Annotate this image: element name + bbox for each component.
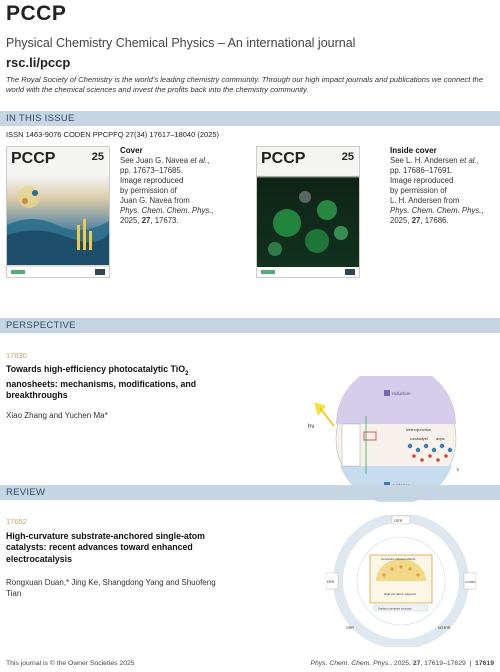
- issue-info: ISSN 1463-9076 CODEN PPCPFQ 27(34) 17617–18040 (2025): [6, 130, 220, 139]
- inside-cover-label: Inside cover: [390, 146, 437, 155]
- cover-label: Cover: [120, 146, 143, 155]
- review-page-number: 17652: [6, 517, 27, 526]
- footer-citation: Phys. Chem. Chem. Phys., 2025, 27, 17619–17629 | 17619: [310, 660, 494, 667]
- svg-text:NO3RR: NO3RR: [438, 626, 451, 630]
- svg-text:hν: hν: [308, 424, 315, 430]
- journal-url[interactable]: rsc.li/pccp: [6, 55, 71, 70]
- inside-cover-volume-number: 25: [341, 151, 354, 163]
- cover-journal-label: PCCP: [11, 150, 56, 167]
- review-article-title[interactable]: High-curvature substrate-anchored single-atom catalysts: recent advances toward enhanced electrocatalysis: [6, 531, 205, 564]
- svg-text:dops: dops: [436, 436, 445, 441]
- inside-cover-artwork: [257, 175, 359, 265]
- journal-title: PCCP: [6, 2, 67, 25]
- svg-text:ORR: ORR: [346, 626, 354, 630]
- svg-text:Curvature-induced effects: Curvature-induced effects: [381, 557, 416, 561]
- perspective-authors: Xiao Zhang and Yuchen Ma*: [6, 411, 108, 420]
- review-bar: [0, 485, 500, 500]
- cover-footer: [7, 267, 109, 277]
- svg-text:Surface curvature structure: Surface curvature structure: [378, 606, 412, 611]
- perspective-heading: PERSPECTIVE: [6, 320, 76, 331]
- journal-subtitle: Physical Chemistry Chemical Physics – An international journal: [6, 36, 356, 50]
- cover-volume-number: 25: [91, 151, 104, 163]
- inside-cover-footer: [257, 267, 359, 277]
- in-this-issue-heading: IN THIS ISSUE: [6, 113, 75, 124]
- inside-cover-description: Inside cover See L. H. Andersen et al., pp. 17686–17691. Image reproduced by permission of L. H. Andersen from Phys. Chem. Chem. Phys., 2025, 27, 17686.: [390, 146, 490, 225]
- perspective-bar: [0, 318, 500, 333]
- svg-text:heterojunction: heterojunction: [406, 427, 432, 432]
- in-this-issue-bar: [0, 111, 500, 126]
- review-authors: Rongxuan Duan,* Jing Ke, Shangdong Yang and Shuofeng Tian: [6, 578, 216, 599]
- perspective-page-number: 17630: [6, 351, 27, 360]
- cover-artwork: [7, 175, 109, 265]
- svg-text:OER: OER: [394, 518, 403, 523]
- svg-text:reduction: reduction: [392, 391, 411, 396]
- perspective-article-title[interactable]: Towards high-efficiency photocatalytic TiO$_2$ nanosheets: mechanisms, modifications, and breakthroughs: [6, 364, 197, 400]
- inside-cover-thumbnail[interactable]: [256, 146, 360, 278]
- svg-text:HER: HER: [327, 580, 335, 584]
- svg-text:cocatalyst: cocatalyst: [410, 436, 428, 441]
- footer-page-number: 17619: [475, 660, 494, 667]
- svg-text:High-curvature supports: High-curvature supports: [384, 592, 417, 596]
- footer-copyright: This journal is © the Owner Societies 2025: [6, 660, 135, 667]
- cover-thumbnail[interactable]: [6, 146, 110, 278]
- inside-cover-journal-label: PCCP: [261, 150, 306, 167]
- svg-text:Ti: Ti: [456, 467, 460, 472]
- review-heading: REVIEW: [6, 487, 46, 498]
- tagline: The Royal Society of Chemistry is the world's leading chemistry community. Through our high impact journals and publications we connect the world with the chemical sciences and invest the profits back into the chemistry community.: [6, 75, 483, 95]
- svg-text:CO2RR: CO2RR: [465, 580, 476, 584]
- review-graphical-abstract: [326, 515, 476, 647]
- cover-description: Cover See Juan G. Navea et al., pp. 17673–17685. Image reproduced by permission of Juan G. Navea from Phys. Chem. Chem. Phys., 2025, 27, 17673.: [120, 146, 220, 225]
- perspective-graphical-abstract: [306, 376, 488, 502]
